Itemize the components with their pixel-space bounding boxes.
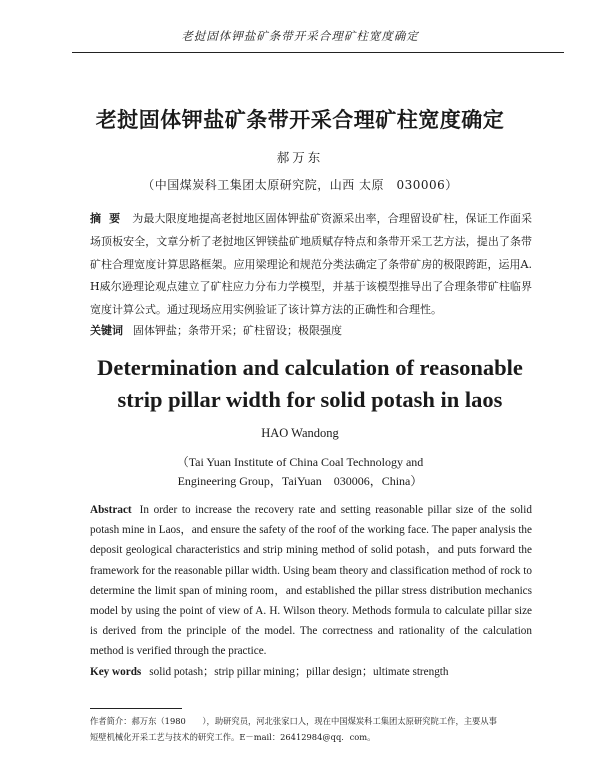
chinese-affiliation: （中国煤炭科工集团太原研究院，山西 太原 030006） <box>142 178 458 192</box>
english-abstract-label: Abstract <box>90 504 132 516</box>
footnote-line-1: 作者简介：郝万东（1980 ），助研究员，河北张家口人，现在中国煤炭科工集团太原研究院工作，主要从事 <box>90 716 497 726</box>
header-rule <box>72 52 564 53</box>
chinese-abstract <box>90 208 532 322</box>
english-keywords-label: Key words <box>90 666 142 678</box>
english-affiliation-line-1: （Tai Yuan Institute of China Coal Technology and <box>176 455 424 469</box>
chinese-keywords-text: 固体钾盐；条带开采；矿柱留设；极限强度 <box>133 324 342 337</box>
footnote-rule <box>90 708 182 709</box>
english-affiliation <box>0 453 600 490</box>
english-keywords-text: solid potash；strip pillar mining；pillar design；ultimate strength <box>149 666 449 678</box>
english-title-line-1: Determination and calculation of reasonable <box>97 355 523 380</box>
author-footnote <box>90 713 560 745</box>
chinese-keywords <box>90 322 532 338</box>
english-abstract-text: In order to increase the recovery rate and setting reasonable pillar size of the solid potash mine in Laos，and ensure the safety of the roof of the working face. The paper analysis the deposit geological characteristics and strip mining method of solid potash，and puts forward the framework for the reasonable pillar width. Using beam theory and classification method of rock to determine the limit span of mining room，and established the pillar stress distribution mechanics model by using the point of view of A. H. Wilson theory. Methods formula to calculate pillar size is derived from the principle of the model. The correctness and rationality of the calculation method is verified through the practice. <box>90 504 532 658</box>
english-title <box>60 352 560 416</box>
chinese-abstract-text: 为最大限度地提高老挝地区固体钾盐矿资源采出率，合理留设矿柱，保证工作面采场顶板安全，文章分析了老挝地区钾镁盐矿地质赋存特点和条带开采工艺方法，提出了条带矿柱合理宽度计算思路框架。应用梁理论和规范分类法确定了条带矿房的极限跨距，运用A. H威尔逊理论观点建立了矿柱应力分布力学模型，并基于该模型推导出了合理条带矿柱临界宽度计算公式。通过现场应用实例验证了该计算方法的正确性和合理性。 <box>90 212 532 317</box>
chinese-author: 郝万东 <box>276 150 324 165</box>
english-abstract <box>90 500 532 662</box>
english-author: HAO Wandong <box>261 426 339 440</box>
chinese-keywords-label: 关键词 <box>90 324 123 337</box>
chinese-title: 老挝固体钾盐矿条带开采合理矿柱宽度确定 <box>95 108 505 132</box>
footnote-line-2: 短壁机械化开采工艺与技术的研究工作。E－mail：26412984@qq．com。 <box>90 732 376 742</box>
english-title-line-2: strip pillar width for solid potash in laos <box>117 387 503 412</box>
chinese-abstract-label: 摘要 <box>90 212 129 225</box>
english-keywords <box>90 663 532 679</box>
running-header: 老挝固体钾盐矿条带开采合理矿柱宽度确定 <box>181 29 419 43</box>
english-affiliation-line-2: Engineering Group，TaiYuan 030006，China） <box>177 473 423 488</box>
